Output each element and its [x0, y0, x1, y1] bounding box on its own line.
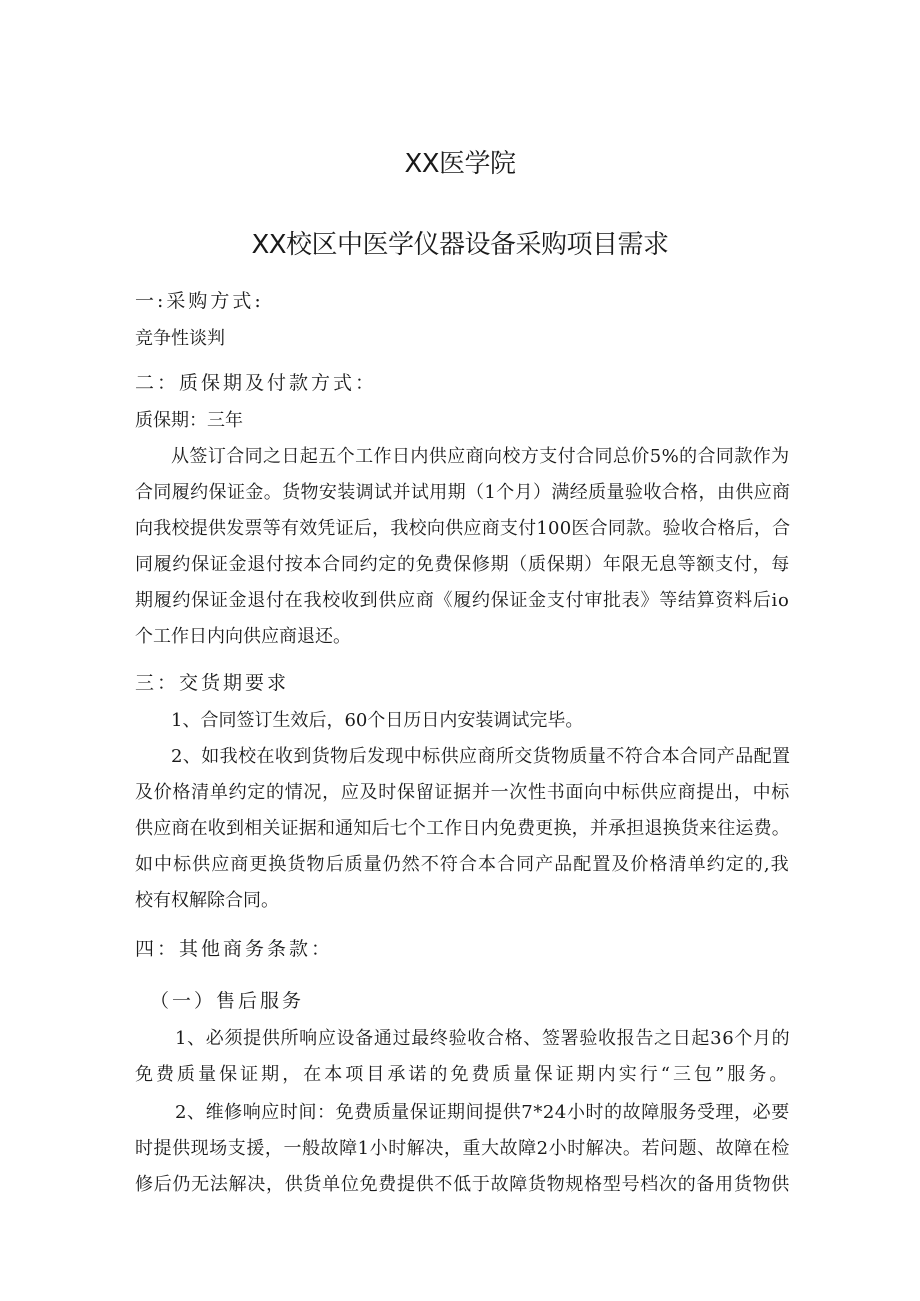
paragraph-line: 期履约保证金退付在我校收到供应商《履约保证金支付审批表》等结算资料后io	[135, 590, 790, 611]
paragraph-line: 如中标供应商更换货物后质量仍然不符合本合同产品配置及价格清单约定的,我	[135, 854, 790, 875]
section-4-heading: 四：其他商务条款：	[135, 938, 334, 960]
section-1-text: 竞争性谈判	[135, 328, 225, 349]
paragraph-line: 免费质量保证期，在本项目承诺的免费质量保证期内实行“三包”服务。	[135, 1064, 791, 1085]
paragraph-line: 校有权解除合同。	[135, 890, 279, 911]
paragraph-line: 及价格清单约定的情况，应及时保留证据并一次性书面向中标供应商提出，中标	[135, 782, 790, 803]
paragraph-line: 同履约保证金退付按本合同约定的免费保修期（质保期）年限无息等额支付，每	[135, 554, 790, 575]
org-title: XX医学院	[404, 149, 516, 179]
project-title: XX校区中医学仪器设备采购项目需求	[251, 230, 669, 260]
paragraph-line: 从签订合同之日起五个工作日内供应商向校方支付合同总价5%的合同款作为	[171, 446, 790, 467]
paragraph-line: 合同履约保证金。货物安装调试并试用期（1个月）满经质量验收合格，由供应商	[135, 482, 791, 503]
section-1-heading: 一:采购方式:	[135, 290, 264, 312]
section-2-heading: 二：质保期及付款方式：	[135, 372, 378, 394]
paragraph-line: 2、维修响应时间：免费质量保证期间提供7*24小时的故障服务受理，必要	[175, 1102, 790, 1123]
section-3-heading: 三：交货期要求	[135, 672, 290, 694]
paragraph-line: 个工作日内向供应商退还。	[135, 626, 351, 647]
paragraph-line: 修后仍无法解决，供货单位免费提供不低于故障货物规格型号档次的备用货物供	[135, 1174, 790, 1195]
paragraph-line: 1、必须提供所响应设备通过最终验收合格、签署验收报告之日起36个月的	[175, 1028, 791, 1049]
paragraph-line: 2、如我校在收到货物后发现中标供应商所交货物质量不符合本合同产品配置	[171, 746, 791, 767]
paragraph-line: 向我校提供发票等有效凭证后，我校向供应商支付100医合同款。验收合格后，合	[135, 518, 791, 539]
after-sales-heading: （一）售后服务	[150, 990, 305, 1012]
paragraph-line: 供应商在收到相关证据和通知后七个工作日内免费更换，并承担退换货来往运费。	[135, 818, 790, 839]
paragraph-line: 1、合同签订生效后，60个日历日内安装调试完毕。	[171, 710, 584, 731]
paragraph-line: 时提供现场支援，一般故障1小时解决，重大故障2小时解决。若问题、故障在检	[135, 1138, 790, 1159]
warranty-period-text: 质保期：三年	[135, 410, 243, 431]
